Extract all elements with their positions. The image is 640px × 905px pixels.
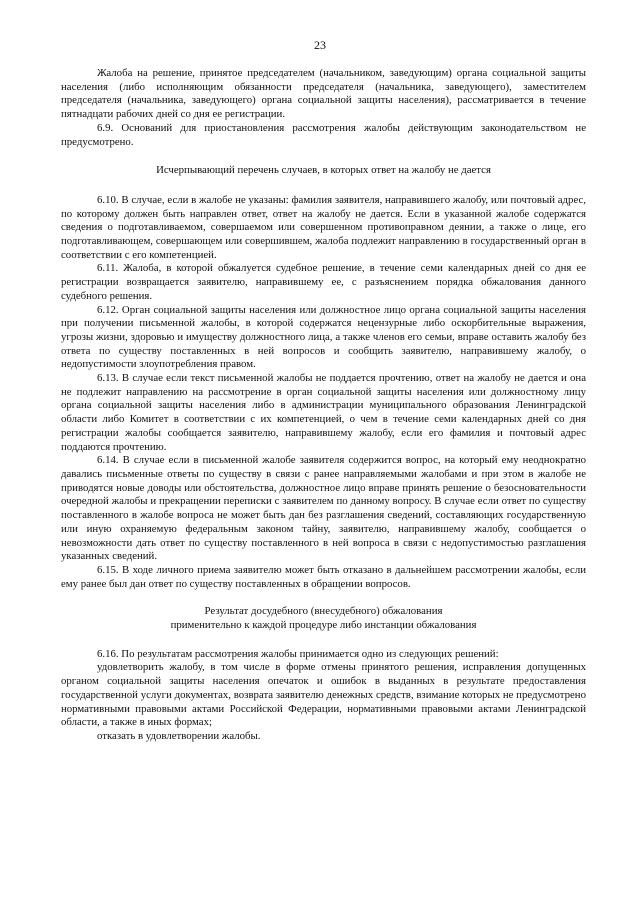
paragraph: 6.16. По результатам рассмотрения жалобы принимается одно из следующих решений: (97, 647, 499, 660)
paragraph: 6.12. Орган социальной защиты населения или должностное лицо органа социальной защиты населения при получении письменной жалобы, в которой содержатся нецензурные либо оскорбительные выражения, угрозы жизни, здоровью и имуществу должностного лица, а также членов его семьи, вправе оставить жалобу без ответа по существу поставленных в ней вопросов и сообщить заявителю, направившему жалобу, о недопустимости злоупотребления правом. (61, 303, 586, 371)
section-heading (61, 605, 586, 632)
paragraph: удовлетворить жалобу, в том числе в форме отмены принятого решения, исправления допущенных органом социальной защиты населения опечаток и ошибок в выданных в результате предоставления государственной услуги документах, возврата заявителю денежных средств, взимание которых не предусмотрено нормативными правовыми актами Российской Федерации, нормативными правовыми актами Ленинградской области, а также в иных формах; (61, 661, 586, 729)
section-heading-line: Результат досудебного (внесудебного) обжалования (204, 605, 443, 618)
paragraph: 6.14. В случае если в письменной жалобе заявителя содержится вопрос, на который ему неоднократно давались письменные ответы по существу в связи с ранее направляемыми жалобами и при этом в жалобе не приводятся новые доводы или обстоятельства, должностное лицо вправе принять решение о безосновательности очередной жалобы и прекращении переписки с заявителем по данному вопросу. В случае если ответ по существу поставленного в жалобе вопроса не может быть дан без разглашения сведений, составляющих государственную или иную охраняемую федеральным законом тайну, заявителю, направившему жалобу, сообщается о невозможности дать ответ по существу поставленного в ней вопроса в связи с недопустимостью разглашения указанных сведений. (61, 454, 586, 563)
paragraph: 6.13. В случае если текст письменной жалобы не поддается прочтению, ответ на жалобу не дается и она не подлежит направлению на рассмотрение в орган социальной защиты населения или должностному лицу органа социальной защиты населения либо в администрации муниципального образования Ленинградской области либо Комитет в соответствии с их компетенцией, о чем в течение семи календарных дней со дня регистрации жалобы сообщается заявителю, направившему жалобу, если его фамилия и почтовый адрес поддаются прочтению. (61, 372, 586, 453)
section-heading-line: применительно к каждой процедуре либо инстанции обжалования (170, 619, 477, 632)
paragraph: Жалоба на решение, принятое председателем (начальником, заведующим) органа социальной защиты населения (либо исполняющим обязанности председателя (начальника, заведующего), заместителем председателя (начальника, заведующего) органа социальной защиты населения), рассматривается в течение пятнадцати рабочих дней со дня ее регистрации. (61, 67, 586, 121)
section-heading: Исчерпывающий перечень случаев, в которых ответ на жалобу не дается (156, 164, 491, 177)
page-number: 23 (314, 38, 326, 52)
paragraph: 6.15. В ходе личного приема заявителю может быть отказано в дальнейшем рассмотрении жалобы, если ему ранее был дан ответ по существу поставленных в обращении вопросов. (61, 563, 586, 590)
paragraph: отказать в удовлетворении жалобы. (97, 729, 261, 742)
document-body (61, 67, 586, 744)
paragraph: 6.10. В случае, если в жалобе не указаны: фамилия заявителя, направившего жалобу, или почтовый адрес, по которому должен быть направлен ответ, ответ на жалобу не дается. Если в указанной жалобе содержатся сведения о подготавливаемом, совершаемом или совершенном противоправном деянии, а также о лице, его подготавливающем, совершающем или совершившем, жалоба подлежит направлению в государственный орган в соответствии с его компетенцией. (61, 193, 586, 261)
paragraph: 6.9. Оснований для приостановления рассмотрения жалобы действующим законодательством не предусмотрено. (61, 121, 586, 148)
paragraph: 6.11. Жалоба, в которой обжалуется судебное решение, в течение семи календарных дней со дня ее регистрации возвращается заявителю, направившему ее, с разъяснением порядка обжалования данного судебного решения. (61, 262, 586, 302)
